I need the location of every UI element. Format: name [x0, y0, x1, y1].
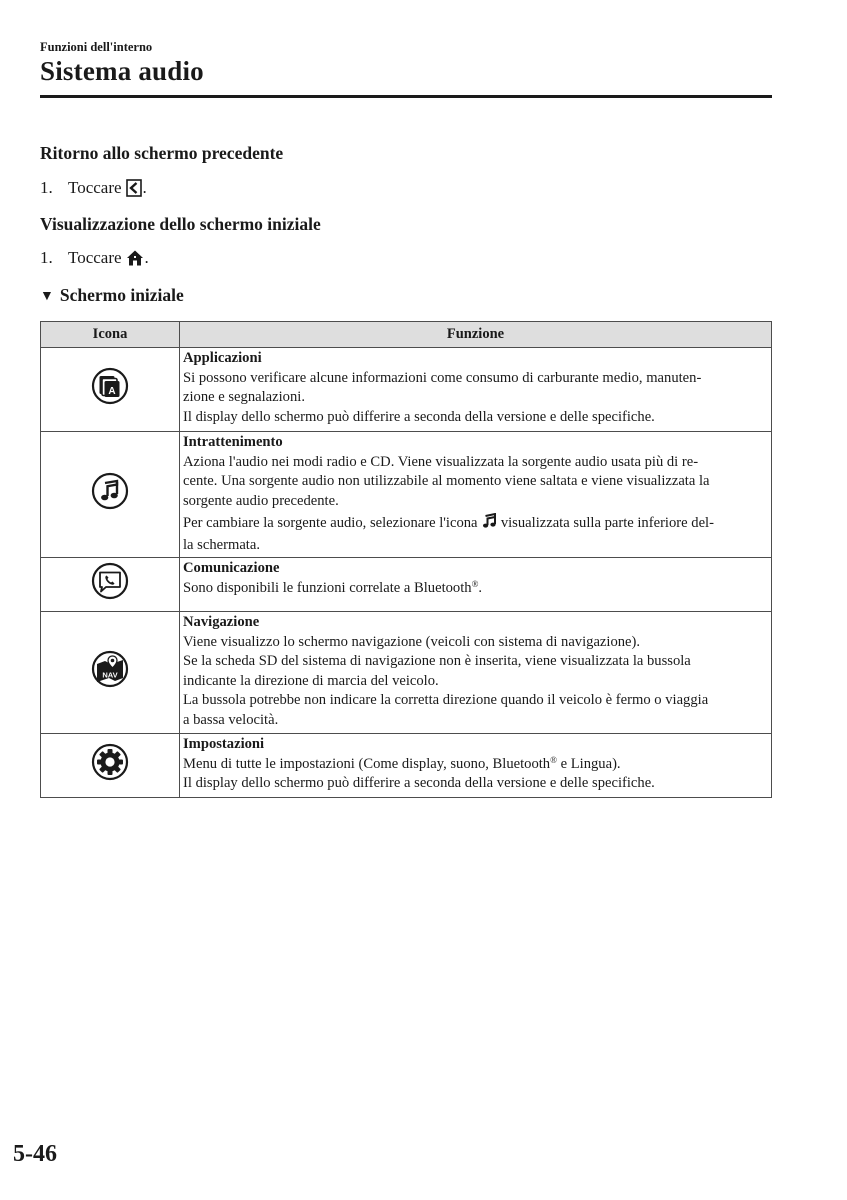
back-step	[40, 178, 147, 198]
description-line: Viene visualizzo lo schermo navigazione (veicoli con sistema di navigazione).	[183, 633, 641, 650]
description-line: la schermata.	[183, 536, 260, 553]
function-name: Applicazioni	[183, 350, 262, 366]
description-line: Si possono verificare alcune informazioni come consumo di carburante medio, manuten-	[183, 369, 702, 386]
svg-text:A: A	[108, 386, 116, 398]
home-screen-heading	[40, 285, 184, 306]
function-name: Impostazioni	[183, 736, 265, 752]
step-end: .	[144, 248, 149, 267]
description-line: Il display dello schermo può differire a seconda della versione e delle specifiche.	[183, 775, 655, 791]
description-line: indicante la direzione di marcia del veicolo.	[183, 672, 439, 689]
description-text: e Lingua).	[556, 755, 621, 772]
table-row	[41, 612, 772, 734]
registered-mark: ®	[550, 754, 557, 765]
table-row	[41, 734, 772, 798]
description-line	[183, 755, 767, 775]
home-step	[40, 248, 149, 268]
description-line: Aziona l'audio nei modi radio e CD. Viene visualizzata la sorgente audio usata più di re-	[183, 453, 699, 470]
function-name: Navigazione	[183, 614, 260, 630]
navigation-icon	[91, 670, 129, 692]
description-text: Menu di tutte le impostazioni (Come display, suono, Bluetooth	[183, 755, 551, 772]
table-header-row	[41, 322, 772, 348]
step-text: Toccare	[68, 178, 122, 197]
function-table	[40, 321, 772, 798]
description-line	[183, 579, 767, 599]
function-name: Comunicazione	[183, 560, 280, 576]
step-end: .	[142, 178, 147, 197]
applications-icon	[91, 386, 129, 409]
home-screen-heading-text: Schermo iniziale	[59, 285, 184, 305]
description-text: Sono disponibili le funzioni correlate a Bluetooth	[183, 579, 472, 596]
table-row	[41, 432, 772, 558]
registered-mark: ®	[471, 578, 479, 589]
function-name: Intrattenimento	[183, 434, 283, 450]
description-line: cente. Una sorgente audio non utilizzabile al momento viene saltata e viene visualizzata la	[183, 473, 710, 489]
description-line: Il display dello schermo può differire a seconda della versione e delle specifiche.	[183, 408, 655, 425]
step-number: 1.	[40, 248, 53, 267]
step-number: 1.	[40, 178, 53, 197]
description-line: a bassa velocità.	[183, 711, 279, 728]
column-header-icon: Icona	[41, 322, 180, 348]
back-heading: Ritorno allo schermo precedente	[40, 143, 284, 163]
page-number: 5-46	[13, 1141, 57, 1167]
home-heading: Visualizzazione dello schermo iniziale	[40, 214, 321, 234]
note-text: visualizzata sulla parte inferiore del-	[500, 515, 714, 531]
description-line: La bussola potrebbe non indicare la corretta direzione quando il veicolo è fermo o viaggia	[183, 692, 709, 708]
description-line: zione e segnalazioni.	[183, 389, 305, 405]
table-row	[41, 558, 772, 612]
step-text: Toccare	[68, 248, 122, 267]
phone-communication-icon	[91, 588, 129, 604]
description-line	[183, 513, 767, 536]
description-line: Se la scheda SD del sistema di navigazione non è inserita, viene visualizzata la bussola	[183, 653, 691, 669]
page-title: Sistema audio	[40, 56, 204, 86]
settings-gear-icon	[91, 769, 129, 785]
section-marker: ▼	[40, 289, 54, 304]
description-line: sorgente audio precedente.	[183, 492, 339, 509]
nav-icon-label: NAV	[102, 670, 118, 680]
back-arrow-icon	[126, 179, 142, 197]
home-icon	[126, 249, 144, 267]
music-note-icon	[91, 498, 129, 514]
section-label: Funzioni dell'interno	[40, 40, 153, 54]
music-note-icon	[481, 513, 497, 536]
table-row	[41, 348, 772, 432]
column-header-function: Funzione	[180, 322, 772, 348]
title-rule	[40, 95, 772, 98]
description-text: .	[478, 579, 483, 596]
note-text: Per cambiare la sorgente audio, selezionare l'icona	[183, 515, 478, 531]
